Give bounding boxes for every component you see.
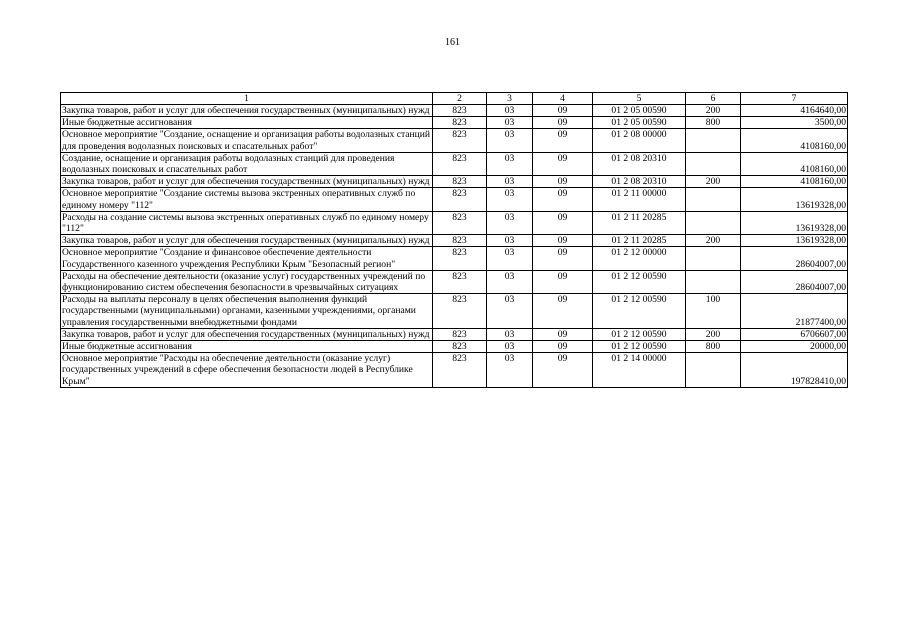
- row-csr-cell: 01 2 12 00590: [593, 328, 686, 340]
- row-rz-cell: 03: [487, 328, 533, 340]
- column-header-4: 4: [533, 93, 593, 105]
- table-row: [61, 211, 848, 234]
- table-row: [61, 247, 848, 270]
- table-row: [61, 341, 848, 353]
- row-rz-cell: 03: [487, 105, 533, 117]
- row-rz-cell: 03: [487, 176, 533, 188]
- row-vr-cell: 200: [686, 235, 741, 247]
- row-pr-cell: 09: [533, 152, 593, 175]
- row-vr-cell: 100: [686, 294, 741, 329]
- budget-table: [60, 92, 848, 388]
- page-number: 161: [445, 37, 460, 48]
- row-pr-cell: 09: [533, 235, 593, 247]
- row-vr-cell: [686, 129, 741, 152]
- column-header-6: 6: [686, 93, 741, 105]
- table-row: [61, 117, 848, 129]
- row-name-cell: Закупка товаров, работ и услуг для обеспечения государственных (муниципальных) нужд: [61, 105, 433, 117]
- row-gr-cell: 823: [433, 211, 487, 234]
- row-pr-cell: 09: [533, 353, 593, 388]
- row-gr-cell: 823: [433, 294, 487, 329]
- row-amount-cell: 28604007,00: [741, 270, 848, 293]
- row-amount-cell: 28604007,00: [741, 247, 848, 270]
- row-vr-cell: [686, 270, 741, 293]
- row-vr-cell: [686, 353, 741, 388]
- row-csr-cell: 01 2 12 00590: [593, 341, 686, 353]
- row-gr-cell: 823: [433, 353, 487, 388]
- table-row: [61, 353, 848, 388]
- row-gr-cell: 823: [433, 270, 487, 293]
- row-rz-cell: 03: [487, 129, 533, 152]
- row-csr-cell: 01 2 11 20285: [593, 235, 686, 247]
- row-amount-cell: 197828410,00: [741, 353, 848, 388]
- table-row: [61, 270, 848, 293]
- row-name-cell: Расходы на обеспечение деятельности (оказание услуг) государственных учреждений по функционированию систем обеспечения безопасности в чрезвычайных ситуациях: [61, 270, 433, 293]
- row-amount-cell: 13619328,00: [741, 235, 848, 247]
- row-rz-cell: 03: [487, 341, 533, 353]
- row-amount-cell: 4108160,00: [741, 176, 848, 188]
- row-gr-cell: 823: [433, 129, 487, 152]
- row-amount-cell: 4164640,00: [741, 105, 848, 117]
- row-name-cell: Иные бюджетные ассигнования: [61, 117, 433, 129]
- row-rz-cell: 03: [487, 294, 533, 329]
- row-csr-cell: 01 2 05 00590: [593, 117, 686, 129]
- row-vr-cell: [686, 152, 741, 175]
- row-pr-cell: 09: [533, 105, 593, 117]
- row-pr-cell: 09: [533, 270, 593, 293]
- row-name-cell: Закупка товаров, работ и услуг для обеспечения государственных (муниципальных) нужд: [61, 176, 433, 188]
- row-gr-cell: 823: [433, 341, 487, 353]
- row-csr-cell: 01 2 12 00000: [593, 247, 686, 270]
- table-row: [61, 328, 848, 340]
- row-name-cell: Расходы на создание системы вызова экстренных оперативных служб по единому номеру "112": [61, 211, 433, 234]
- row-pr-cell: 09: [533, 294, 593, 329]
- column-header-3: 3: [487, 93, 533, 105]
- row-amount-cell: 13619328,00: [741, 211, 848, 234]
- row-pr-cell: 09: [533, 117, 593, 129]
- row-name-cell: Создание, оснащение и организация работы водолазных станций для проведения водолазных поисковых и спасательных работ: [61, 152, 433, 175]
- row-pr-cell: 09: [533, 211, 593, 234]
- table-row: [61, 294, 848, 329]
- row-csr-cell: 01 2 11 20285: [593, 211, 686, 234]
- row-amount-cell: 6706607,00: [741, 328, 848, 340]
- row-name-cell: Основное мероприятие "Создание и финансовое обеспечение деятельности Государственного казенного учреждения Республики Крым "Безопасный регион": [61, 247, 433, 270]
- row-gr-cell: 823: [433, 105, 487, 117]
- row-pr-cell: 09: [533, 129, 593, 152]
- row-rz-cell: 03: [487, 211, 533, 234]
- row-name-cell: Основное мероприятие "Создание, оснащение и организация работы водолазных станций для проведения водолазных поисковых и спасательных работ": [61, 129, 433, 152]
- row-csr-cell: 01 2 12 00590: [593, 294, 686, 329]
- row-pr-cell: 09: [533, 176, 593, 188]
- table-row: [61, 188, 848, 211]
- column-header-1: 1: [61, 93, 433, 105]
- row-vr-cell: 200: [686, 176, 741, 188]
- row-gr-cell: 823: [433, 188, 487, 211]
- column-header-7: 7: [741, 93, 848, 105]
- row-csr-cell: 01 2 08 00000: [593, 129, 686, 152]
- table-row: [61, 129, 848, 152]
- row-name-cell: Иные бюджетные ассигнования: [61, 341, 433, 353]
- row-rz-cell: 03: [487, 117, 533, 129]
- table-row: [61, 235, 848, 247]
- row-pr-cell: 09: [533, 188, 593, 211]
- row-csr-cell: 01 2 05 00590: [593, 105, 686, 117]
- row-pr-cell: 09: [533, 247, 593, 270]
- row-rz-cell: 03: [487, 235, 533, 247]
- row-gr-cell: 823: [433, 328, 487, 340]
- row-amount-cell: 4108160,00: [741, 152, 848, 175]
- table-body: [61, 105, 848, 388]
- row-gr-cell: 823: [433, 235, 487, 247]
- table-row: [61, 176, 848, 188]
- row-amount-cell: 20000,00: [741, 341, 848, 353]
- row-rz-cell: 03: [487, 152, 533, 175]
- row-csr-cell: 01 2 08 20310: [593, 152, 686, 175]
- row-vr-cell: [686, 247, 741, 270]
- row-name-cell: Закупка товаров, работ и услуг для обеспечения государственных (муниципальных) нужд: [61, 235, 433, 247]
- row-vr-cell: [686, 211, 741, 234]
- row-amount-cell: 3500,00: [741, 117, 848, 129]
- row-vr-cell: 200: [686, 328, 741, 340]
- table-row: [61, 152, 848, 175]
- row-rz-cell: 03: [487, 247, 533, 270]
- row-csr-cell: 01 2 08 20310: [593, 176, 686, 188]
- row-csr-cell: 01 2 11 00000: [593, 188, 686, 211]
- column-header-2: 2: [433, 93, 487, 105]
- row-name-cell: Расходы на выплаты персоналу в целях обеспечения выполнения функций государственными (муниципальными) органами, казенными учреждениями, органами управления государственными внебюджетными фондами: [61, 294, 433, 329]
- row-pr-cell: 09: [533, 341, 593, 353]
- column-header-5: 5: [593, 93, 686, 105]
- row-gr-cell: 823: [433, 152, 487, 175]
- row-rz-cell: 03: [487, 353, 533, 388]
- row-gr-cell: 823: [433, 247, 487, 270]
- row-vr-cell: [686, 188, 741, 211]
- row-csr-cell: 01 2 12 00590: [593, 270, 686, 293]
- row-name-cell: Закупка товаров, работ и услуг для обеспечения государственных (муниципальных) нужд: [61, 328, 433, 340]
- row-rz-cell: 03: [487, 188, 533, 211]
- table-row: [61, 105, 848, 117]
- row-name-cell: Основное мероприятие "Расходы на обеспечение деятельности (оказание услуг) государственных учреждений в сфере обеспечения безопасности людей в Республике Крым": [61, 353, 433, 388]
- row-amount-cell: 21877400,00: [741, 294, 848, 329]
- row-amount-cell: 4108160,00: [741, 129, 848, 152]
- row-gr-cell: 823: [433, 117, 487, 129]
- row-vr-cell: 800: [686, 117, 741, 129]
- header-row: [61, 93, 848, 105]
- row-amount-cell: 13619328,00: [741, 188, 848, 211]
- row-name-cell: Основное мероприятие "Создание системы вызова экстренных оперативных служб по единому номеру "112": [61, 188, 433, 211]
- row-vr-cell: 800: [686, 341, 741, 353]
- row-rz-cell: 03: [487, 270, 533, 293]
- row-pr-cell: 09: [533, 328, 593, 340]
- row-gr-cell: 823: [433, 176, 487, 188]
- row-csr-cell: 01 2 14 00000: [593, 353, 686, 388]
- row-vr-cell: 200: [686, 105, 741, 117]
